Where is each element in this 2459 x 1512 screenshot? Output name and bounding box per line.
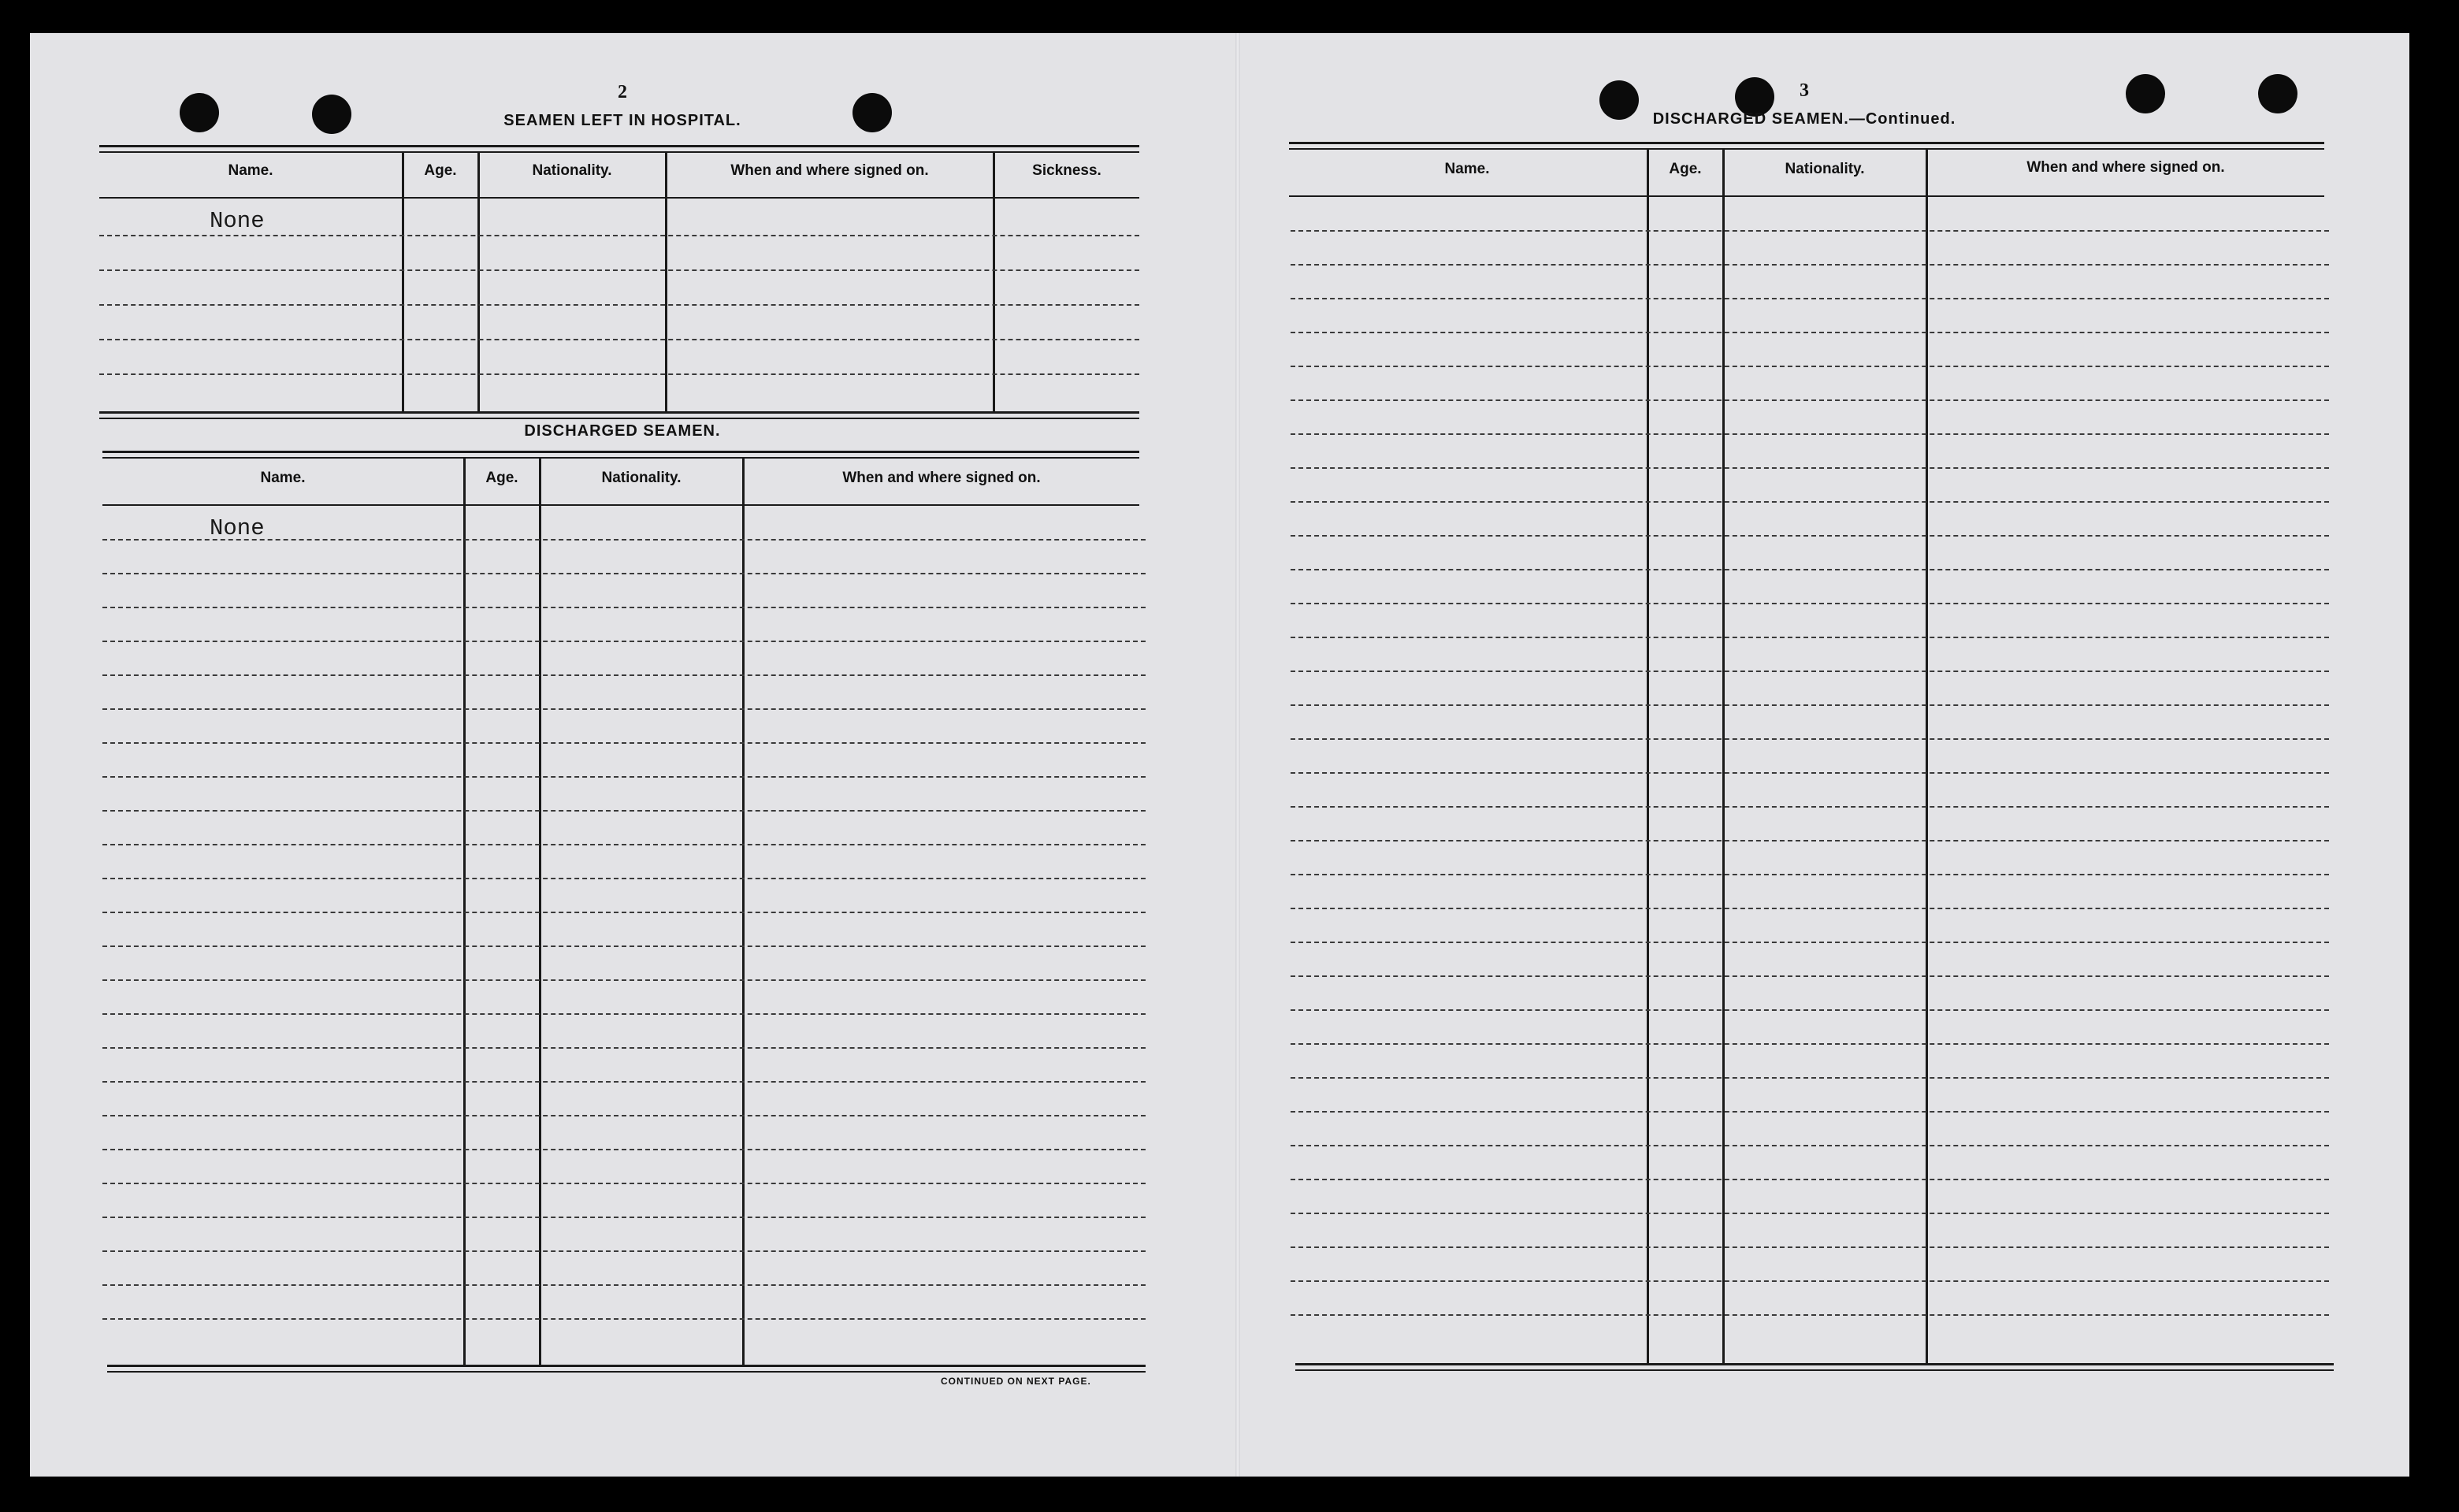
row-rule xyxy=(102,1217,1146,1218)
row-rule xyxy=(102,979,1146,981)
discharged-col-age: Age. xyxy=(485,470,518,486)
row-rule xyxy=(102,1047,1146,1049)
continued-table-top-rule xyxy=(1289,142,2324,144)
row-rule xyxy=(102,878,1146,879)
continued-header-rule xyxy=(1289,195,2324,197)
row-rule xyxy=(1291,264,2329,266)
row-rule xyxy=(1291,535,2329,537)
row-rule xyxy=(102,945,1146,947)
continued-col-nationality: Nationality. xyxy=(1785,161,1865,177)
row-rule xyxy=(1291,230,2329,232)
punch-hole xyxy=(852,93,892,132)
row-rule xyxy=(1291,1280,2329,1282)
row-rule xyxy=(1291,1314,2329,1316)
row-rule xyxy=(1291,501,2329,503)
row-rule xyxy=(99,269,1139,271)
row-rule xyxy=(1291,1077,2329,1079)
hospital-col-sickness: Sickness. xyxy=(1032,162,1101,179)
punch-hole xyxy=(312,95,351,134)
continued-table-top-rule xyxy=(1289,148,2324,150)
row-rule xyxy=(102,674,1146,676)
discharged-col-name: Name. xyxy=(260,470,306,486)
row-rule xyxy=(102,810,1146,812)
row-rule xyxy=(102,1318,1146,1320)
row-rule xyxy=(1291,1145,2329,1146)
discharged-table-bottom-rule xyxy=(107,1371,1146,1373)
row-rule xyxy=(1291,433,2329,435)
row-rule xyxy=(102,1284,1146,1286)
hospital-table-bottom-rule xyxy=(99,411,1139,414)
row-rule xyxy=(102,708,1146,710)
row-rule xyxy=(1291,874,2329,875)
page-number-left: 2 xyxy=(618,82,627,102)
hospital-table-bottom-rule xyxy=(99,418,1139,419)
row-rule xyxy=(1291,942,2329,943)
hospital-col-nationality: Nationality. xyxy=(532,162,612,179)
hospital-col-age: Age. xyxy=(424,162,457,179)
row-rule xyxy=(102,912,1146,913)
row-rule xyxy=(102,742,1146,744)
hospital-table-top-rule xyxy=(99,151,1139,153)
row-rule xyxy=(1291,366,2329,367)
row-rule xyxy=(99,235,1139,236)
row-rule xyxy=(1291,637,2329,638)
row-rule xyxy=(1291,569,2329,570)
row-rule xyxy=(1291,975,2329,977)
discharged-section-title: DISCHARGED SEAMEN. xyxy=(524,422,721,440)
discharged-col-signed-on: When and where signed on. xyxy=(842,470,1041,486)
column-divider xyxy=(1926,148,1928,1365)
row-rule xyxy=(102,1081,1146,1083)
hospital-section-title: SEAMEN LEFT IN HOSPITAL. xyxy=(503,112,741,129)
row-rule xyxy=(1291,704,2329,706)
continued-col-name: Name. xyxy=(1444,161,1490,177)
hospital-header-rule xyxy=(99,197,1139,199)
discharged-col-nationality: Nationality. xyxy=(601,470,682,486)
punch-hole xyxy=(2258,74,2297,113)
hospital-col-name: Name. xyxy=(228,162,273,179)
row-rule xyxy=(102,1013,1146,1015)
row-rule xyxy=(1291,399,2329,401)
page-fold xyxy=(1235,33,1240,1477)
continued-footer: CONTINUED ON NEXT PAGE. xyxy=(941,1376,1091,1387)
hospital-name-entry: None xyxy=(210,208,265,234)
column-divider xyxy=(1647,148,1649,1365)
row-rule xyxy=(1291,840,2329,841)
row-rule xyxy=(99,339,1139,340)
row-rule xyxy=(1291,332,2329,333)
page-number-right: 3 xyxy=(1800,80,1809,101)
row-rule xyxy=(102,573,1146,574)
row-rule xyxy=(1291,1213,2329,1214)
punch-hole xyxy=(180,93,219,132)
row-rule xyxy=(1291,908,2329,909)
row-rule xyxy=(102,1183,1146,1184)
row-rule xyxy=(1291,1246,2329,1248)
discharged-table-top-rule xyxy=(102,451,1139,453)
row-rule xyxy=(102,607,1146,608)
row-rule xyxy=(102,844,1146,845)
row-rule xyxy=(102,776,1146,778)
continued-col-signed-on: When and where signed on. xyxy=(2026,159,2225,176)
row-rule xyxy=(1291,671,2329,672)
row-rule xyxy=(99,373,1139,375)
discharged-header-rule xyxy=(102,504,1139,506)
discharged-continued-title: DISCHARGED SEAMEN.—Continued. xyxy=(1652,110,1956,128)
row-rule xyxy=(1291,806,2329,808)
continued-table-bottom-rule xyxy=(1295,1363,2334,1365)
row-rule xyxy=(1291,1043,2329,1045)
row-rule xyxy=(102,539,1146,541)
continued-table-bottom-rule xyxy=(1295,1369,2334,1371)
discharged-table-top-rule xyxy=(102,457,1139,459)
discharged-table-bottom-rule xyxy=(107,1365,1146,1367)
column-divider xyxy=(1722,148,1725,1365)
discharged-name-entry: None xyxy=(210,515,265,541)
continued-col-age: Age. xyxy=(1669,161,1702,177)
row-rule xyxy=(102,1250,1146,1252)
row-rule xyxy=(102,641,1146,642)
row-rule xyxy=(1291,467,2329,469)
document-sheet xyxy=(30,33,2409,1477)
row-rule xyxy=(102,1149,1146,1150)
row-rule xyxy=(99,304,1139,306)
row-rule xyxy=(102,1115,1146,1116)
hospital-table-top-rule xyxy=(99,145,1139,147)
punch-hole xyxy=(2126,74,2165,113)
row-rule xyxy=(1291,772,2329,774)
row-rule xyxy=(1291,1009,2329,1011)
row-rule xyxy=(1291,738,2329,740)
hospital-col-signed-on: When and where signed on. xyxy=(730,162,929,179)
row-rule xyxy=(1291,1111,2329,1113)
row-rule xyxy=(1291,298,2329,299)
row-rule xyxy=(1291,1179,2329,1180)
row-rule xyxy=(1291,603,2329,604)
